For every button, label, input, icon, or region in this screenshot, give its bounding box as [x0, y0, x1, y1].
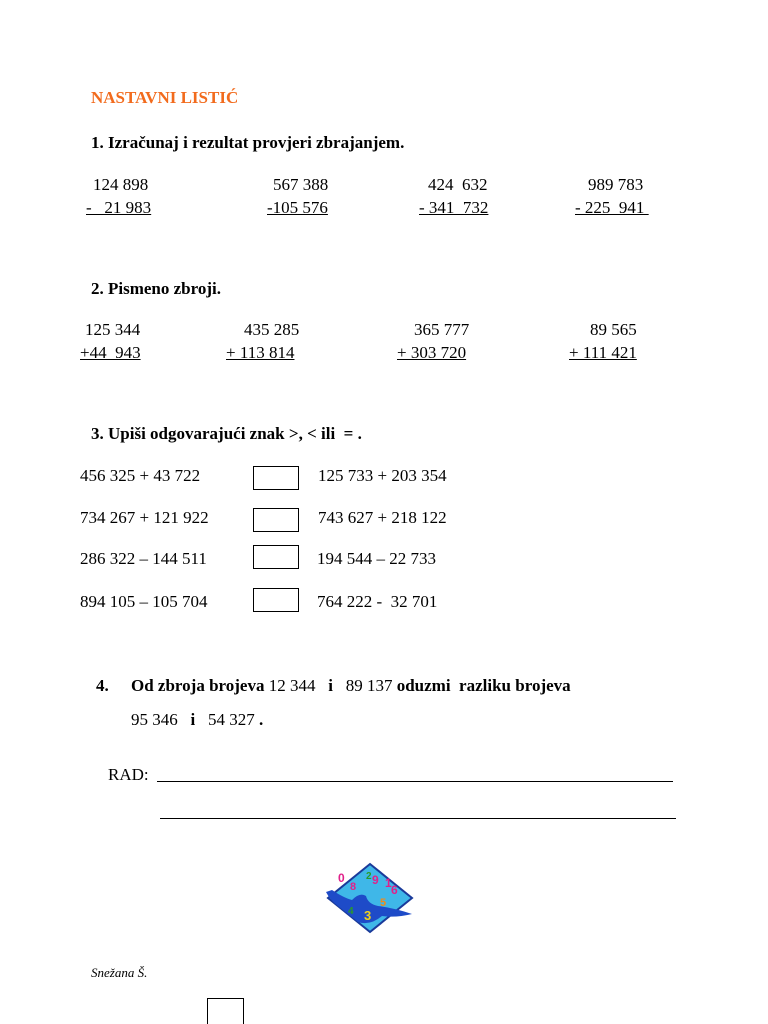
logo-digit-5: 5: [380, 897, 387, 909]
task2-top-2: 435 285: [244, 320, 300, 339]
logo-digit-6: 6: [391, 883, 398, 897]
math-logo: [322, 862, 416, 934]
task2-top-1: 125 344: [85, 320, 141, 339]
task2-top-4: 89 565: [590, 320, 637, 339]
task4-number-b: 89 137: [341, 676, 397, 695]
page-title: NASTAVNI LISTIĆ: [91, 88, 239, 107]
task2-heading: 2. Pismeno zbroji.: [91, 279, 222, 298]
task1-bottom-2: -105 576: [267, 198, 328, 217]
work-label: RAD:: [108, 765, 149, 784]
task4-text-a: Od zbroja brojeva: [131, 676, 265, 695]
task1-top-3: 424 632: [428, 175, 488, 194]
compare-right-2: 743 627 + 218 122: [318, 508, 447, 527]
task2-bottom-3: + 303 720: [397, 343, 467, 362]
logo-digit-8: 8: [350, 881, 357, 893]
work-line-2[interactable]: [160, 818, 676, 819]
task4-number: 4.: [96, 676, 109, 695]
logo-digit-3: 3: [364, 908, 372, 923]
signature: Snežana Š.: [91, 965, 148, 980]
task2-bottom-4: + 111 421: [569, 343, 637, 362]
page-number-box: [207, 998, 244, 1024]
task1-bottom-3: - 341 732: [419, 198, 489, 217]
logo-digit-1: 1: [385, 876, 392, 890]
task1-top-4: 989 783: [588, 175, 644, 194]
logo-digit-4: 4: [348, 906, 354, 917]
task3-heading: 3. Upiši odgovarajući znak >, < ili = .: [91, 424, 362, 443]
task1-top-1: 124 898: [93, 175, 149, 194]
task2-bottom-1: +44 943: [80, 343, 141, 362]
compare-right-4: 764 222 - 32 701: [317, 592, 438, 611]
compare-right-1: 125 733 + 203 354: [318, 466, 447, 485]
work-line-1[interactable]: [157, 781, 673, 782]
logo-digit-9: 9: [372, 873, 379, 887]
answer-box-1[interactable]: [253, 466, 299, 490]
task4-text-b: oduzmi razliku brojeva: [396, 676, 571, 695]
compare-left-4: 894 105 – 105 704: [80, 592, 208, 611]
compare-left-3: 286 322 – 144 511: [80, 549, 207, 568]
compare-left-1: 456 325 + 43 722: [80, 466, 201, 485]
logo-digit-0: 0: [338, 871, 345, 885]
task2-bottom-2: + 113 814: [226, 343, 295, 362]
task4-period: .: [258, 710, 264, 729]
task1-heading: 1. Izračunaj i rezultat provjeri zbrajanjem.: [91, 133, 405, 152]
answer-box-3[interactable]: [253, 545, 299, 569]
task1-bottom-4: - 225 941: [575, 198, 649, 217]
task2-top-3: 365 777: [414, 320, 470, 339]
task4-and-1: i: [319, 676, 342, 695]
answer-box-2[interactable]: [253, 508, 299, 532]
task4-number-d: 54 327: [207, 710, 255, 729]
task4-line1: [131, 677, 571, 694]
logo-digit-2: 2: [366, 871, 372, 882]
compare-left-2: 734 267 + 121 922: [80, 508, 209, 527]
compare-right-3: 194 544 – 22 733: [317, 549, 436, 568]
task1-bottom-1: - 21 983: [86, 198, 152, 217]
task4-line2: [131, 711, 263, 728]
task4-number-c: 95 346: [131, 710, 178, 729]
task4-number-a: 12 344: [264, 676, 320, 695]
task4-and-2: i: [190, 710, 196, 729]
task1-top-2: 567 388: [273, 175, 329, 194]
answer-box-4[interactable]: [253, 588, 299, 612]
